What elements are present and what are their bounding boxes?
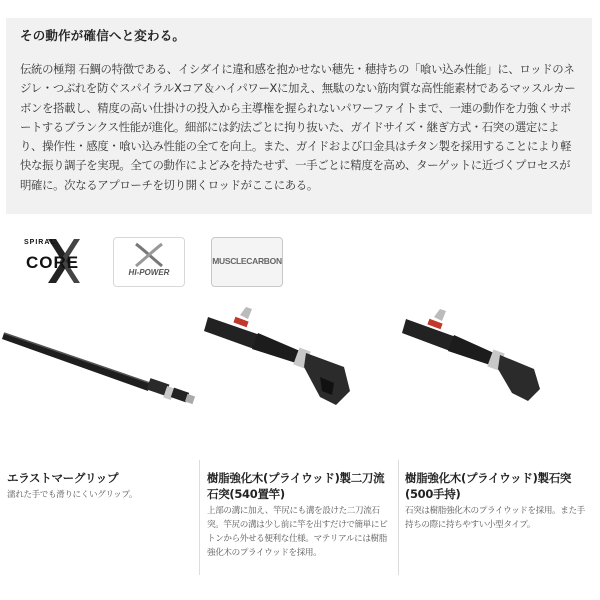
two-way-butt-cap-image [200,305,400,445]
elastomer-grip-image [0,305,200,445]
product-butt-cap-handheld [405,470,593,532]
product-elastomer-grip [7,470,192,502]
product-description: 濡れた手でも滑りにくいグリップ。 [7,490,138,500]
hi-power-logo-text: HI-POWER [128,268,170,277]
spiral-logo-top-text: SPIRAL [24,239,56,246]
product-description: 石突は樹脂強化木のプライウッドを採用。また手持ちの際に持ちやすい小型タイプ。 [405,506,585,530]
product-description: 上部の溝に加え、竿尻にも溝を設けた二刀流石突。竿尻の溝は少し前に竿を出すだけで簡単にピトンから外せる便利な仕様。マテリアルには樹脂強化木のプライウッドを採用。 [207,506,388,558]
hi-power-logo [113,237,185,287]
product-two-way-butt-cap [207,470,393,560]
product-title-line1: 樹脂強化木(プライウッド)製二刀流 [207,471,385,485]
muscle-carbon-logo [211,237,283,287]
column-divider [199,460,200,575]
butt-cap-handheld-image [400,305,600,445]
product-title-line2: (500手持) [405,487,461,501]
product-title-line2: 石突(540置竿) [207,487,285,501]
muscle-carbon-logo-text: MUSCLECARBON [212,256,282,266]
column-divider [398,460,399,575]
spiral-x-core-logo [18,237,88,285]
intro-heading: その動作が確信へと変わる。 [20,28,186,43]
product-title-line1: 樹脂強化木(プライウッド)製石突 [405,471,572,485]
intro-box [6,18,592,214]
spiral-logo-main-text: CORE [26,253,80,272]
intro-body: 伝統の極翔 石鯛の特徴である、イシダイに違和感を抱かせない穂先・穂持ちの「喰い込み性能」に、ロッドのネジレ・つぶれを防ぐスパイラルXコア＆ハイパワーXに加え、無駄のない筋肉質な高性能素材であるマッスルカーボンを搭載し、精度の高い仕掛けの投入から主導権を握られないパワーファイトまで、一連の動作を力強くサポートするブランクス性能が進化。細部には釣法ごとに拘り抜いた、ガイドサイズ・継ぎ方式・石突の選定により、操作性・感度・喰い込み性能の全てを向上。また、ガイドおよび口金具はチタン製を採用することにより軽快な振り調子を実現。全ての動作によどみを持たせず、一手ごとに精度を高め、ターゲットに近づくプロセスが明確に。次なるアプローチを切り開くロッドがここにある。 [20,62,576,192]
hi-power-x-icon [114,240,184,270]
product-title: エラストマーグリップ [7,471,119,485]
